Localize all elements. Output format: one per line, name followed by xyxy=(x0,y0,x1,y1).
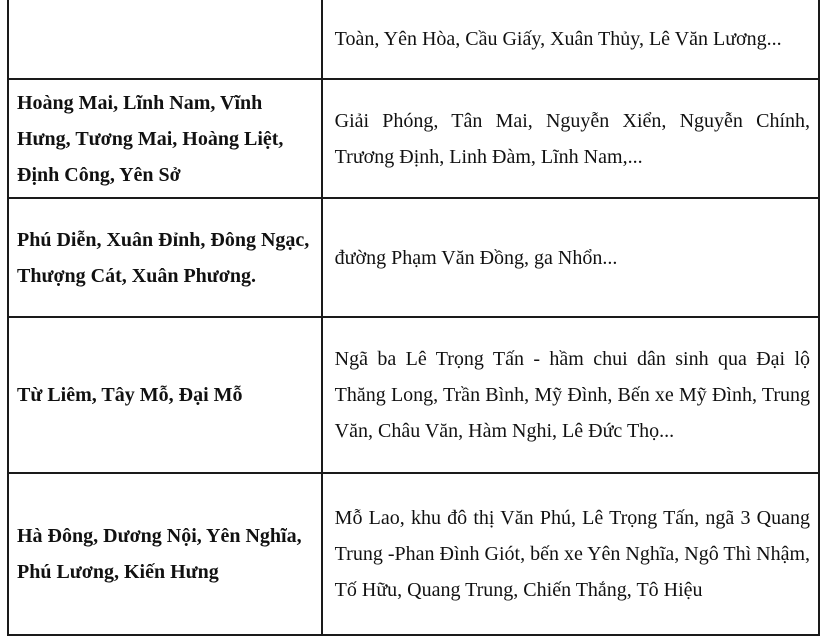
table-row xyxy=(8,317,819,473)
area-cell xyxy=(8,0,322,79)
streets-cell: đường Phạm Văn Đồng, ga Nhổn... xyxy=(322,198,819,317)
area-cell: Phú Diễn, Xuân Đỉnh, Đông Ngạc, Thượng Cát, Xuân Phương. xyxy=(8,198,322,317)
flood-area-table xyxy=(7,0,820,636)
area-cell: Từ Liêm, Tây Mỗ, Đại Mỗ xyxy=(8,317,322,473)
streets-cell: Toàn, Yên Hòa, Cầu Giấy, Xuân Thủy, Lê Văn Lương... xyxy=(322,0,819,79)
area-cell: Hoàng Mai, Lĩnh Nam, Vĩnh Hưng, Tương Mai, Hoàng Liệt, Định Công, Yên Sở xyxy=(8,79,322,198)
streets-cell: Ngã ba Lê Trọng Tấn - hầm chui dân sinh qua Đại lộ Thăng Long, Trần Bình, Mỹ Đình, Bến xe Mỹ Đình, Trung Văn, Châu Văn, Hàm Nghi, Lê Đức Thọ... xyxy=(322,317,819,473)
streets-cell: Giải Phóng, Tân Mai, Nguyễn Xiển, Nguyễn Chính, Trương Định, Linh Đàm, Lĩnh Nam,... xyxy=(322,79,819,198)
area-cell: Hà Đông, Dương Nội, Yên Nghĩa, Phú Lương, Kiến Hưng xyxy=(8,473,322,635)
table-row xyxy=(8,79,819,198)
table-row xyxy=(8,473,819,635)
table-row xyxy=(8,198,819,317)
table-row xyxy=(8,0,819,79)
streets-cell: Mỗ Lao, khu đô thị Văn Phú, Lê Trọng Tấn, ngã 3 Quang Trung -Phan Đình Giót, bến xe Yên Nghĩa, Ngô Thì Nhậm, Tố Hữu, Quang Trung, Chiến Thắng, Tô Hiệu xyxy=(322,473,819,635)
